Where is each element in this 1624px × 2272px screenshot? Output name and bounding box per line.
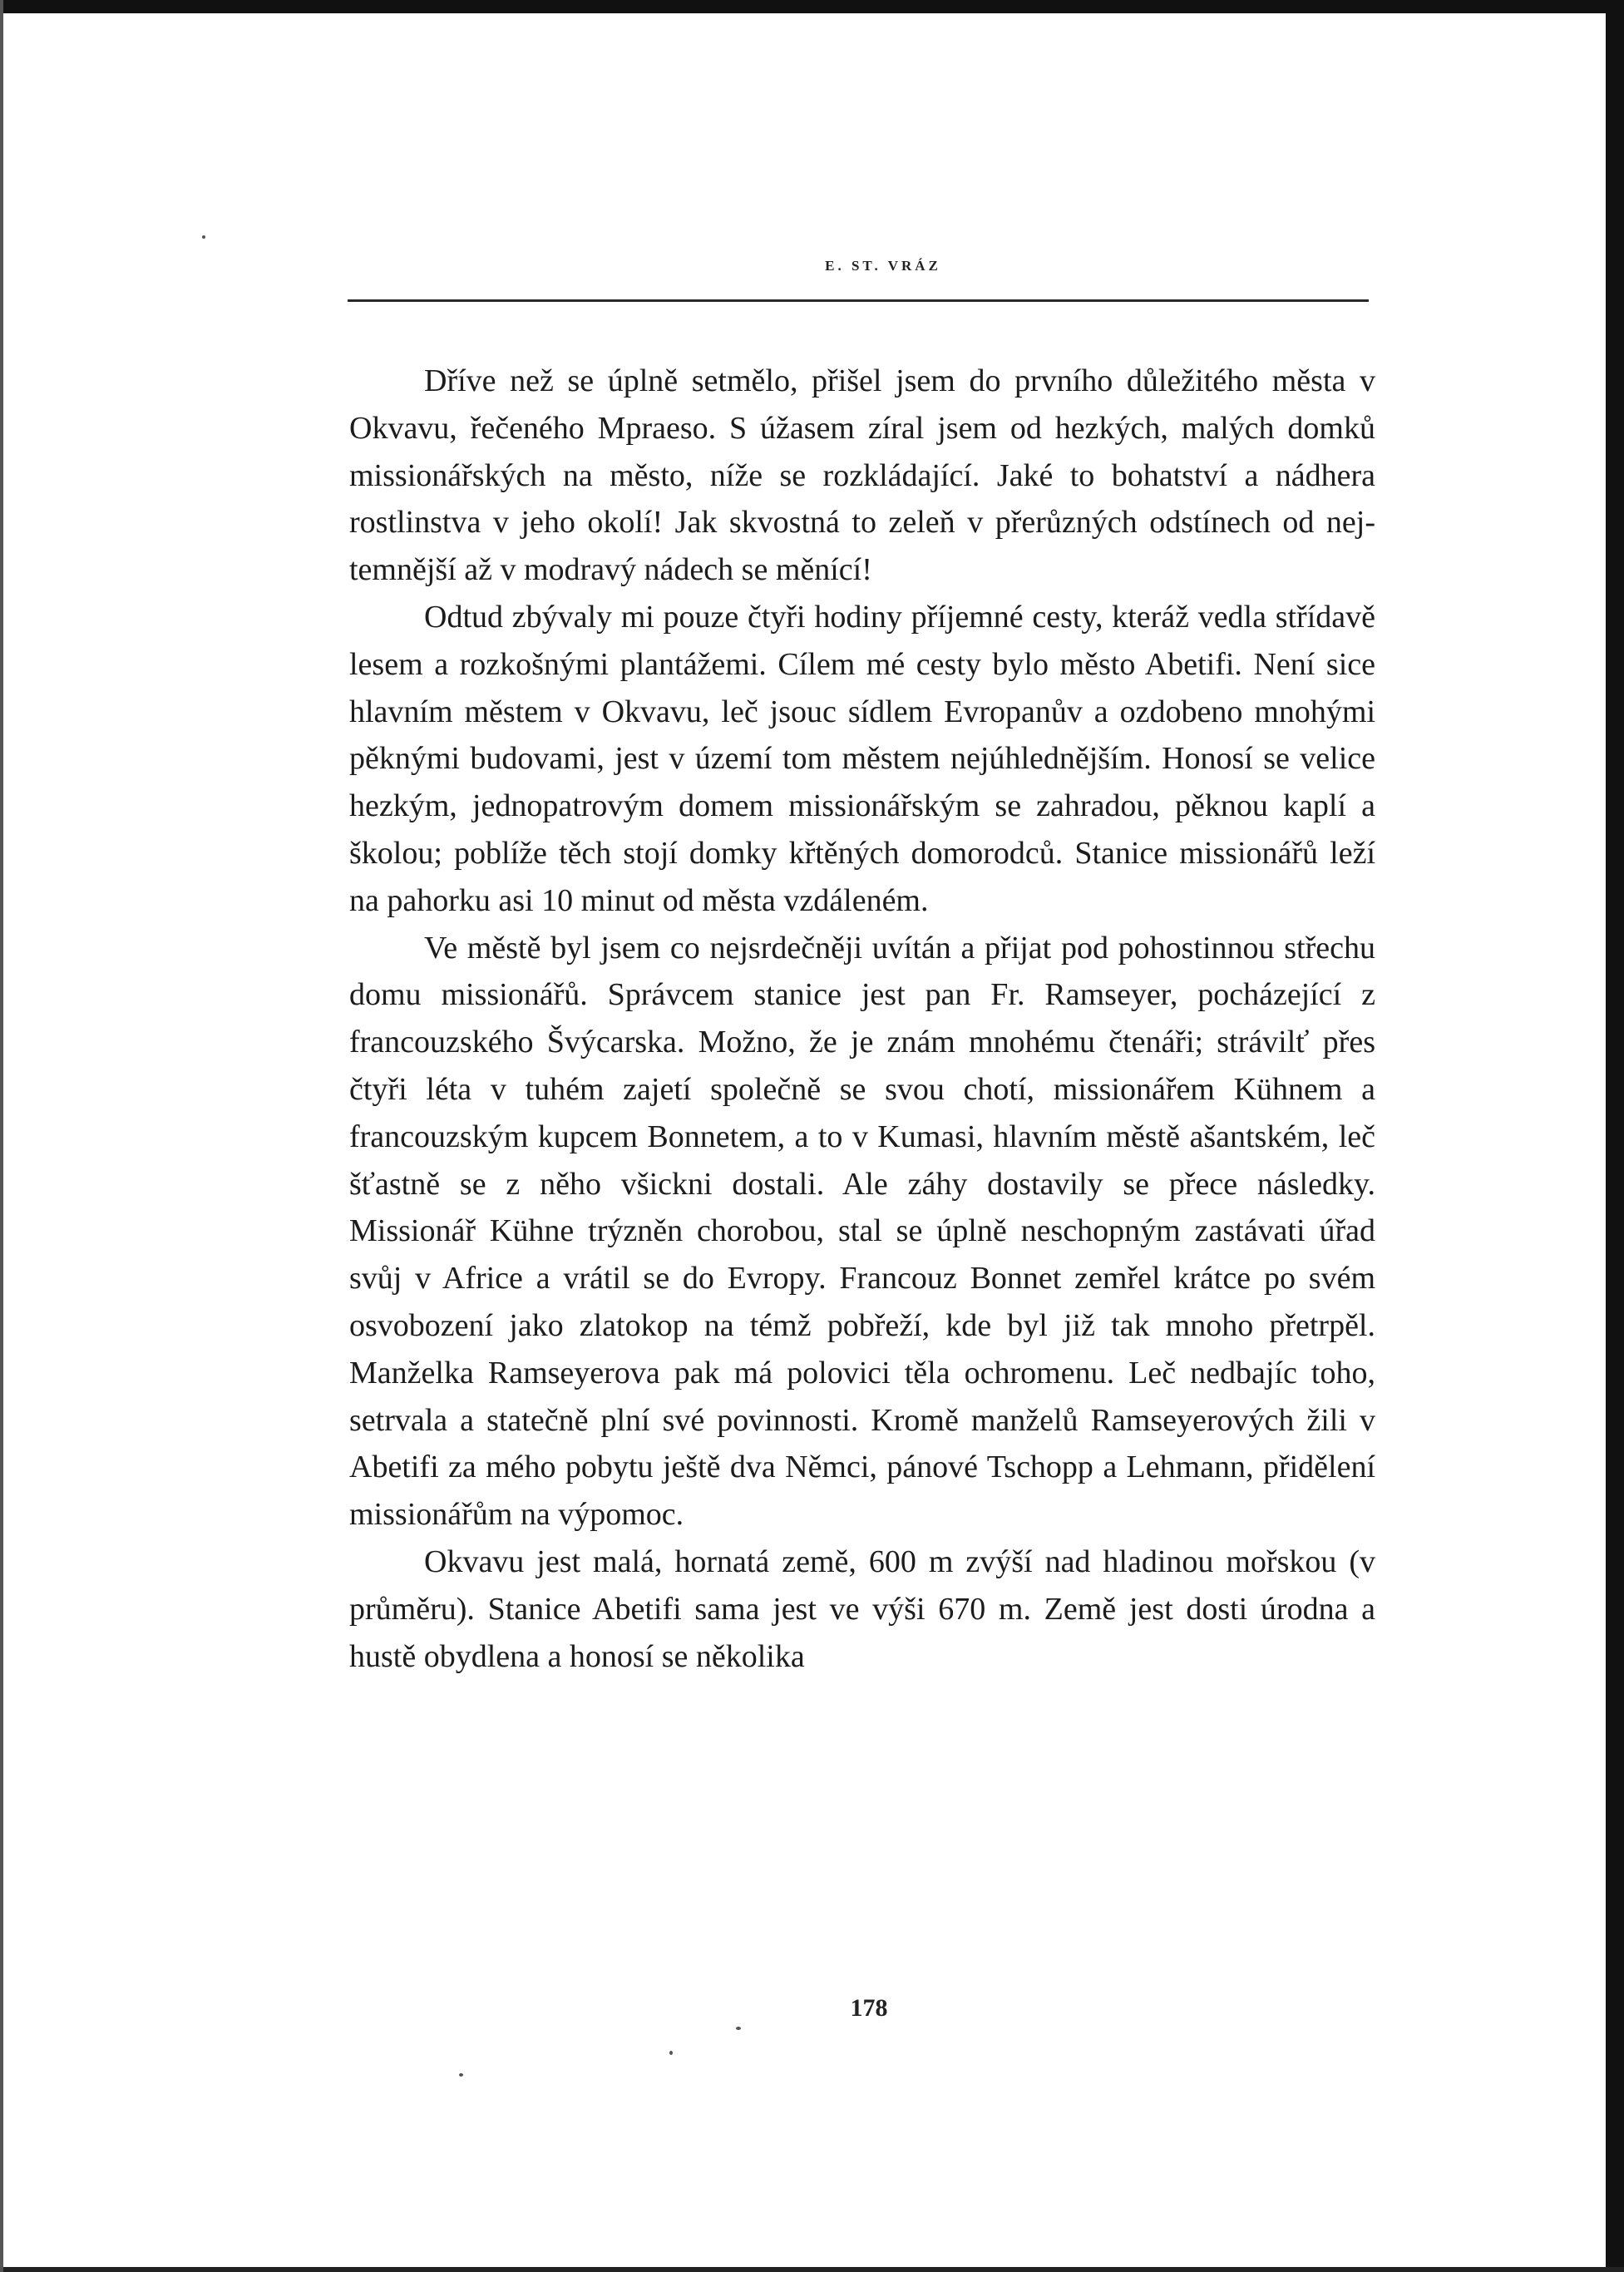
scan-speck xyxy=(736,2027,741,2030)
scan-speck xyxy=(202,235,205,239)
scan-border-bottom xyxy=(0,2267,1624,2272)
scan-border-right xyxy=(1606,0,1624,2272)
paragraph: Dříve než se úplně setmělo, přišel jsem do prvního důležitého města v Okvavu, řečeného Mpraeso. S úžasem zíral jsem od hezkých, malých domků missionářských na město, níže se rozkládající. Jaké to bohatství a nádhera rostlinstva v jeho okolí! Jak skvostná to zeleň v přerůzných odstínech od nejtemnější až v modravý nádech se měnící! xyxy=(349,363,1375,588)
paragraph: Odtud zbývaly mi pouze čtyři hodiny příjemné cesty, kteráž vedla střídavě lesem a rozkošnými plantážemi. Cílem mé cesty bylo město Abetifi. Není sice hlavním městem v Okvavu, leč jsouc sídlem Evropanův a ozdobeno mnohými pěknými budovami, jest v území tom městem nejúhlednějším. Honosí se velice hezkým, jednopatrovým domem missionářským se zahradou, pěknou kaplí a školou; poblíže těch stojí domky křtěných domorodců. Stanice missionářů leží na pahorku asi 10 minut od města vzdáleném. xyxy=(349,599,1375,918)
scan-border-top xyxy=(0,0,1624,13)
running-head: E. ST. VRÁZ xyxy=(825,258,941,274)
scan-speck xyxy=(459,2073,463,2077)
body-text xyxy=(349,358,1375,1680)
paragraph: Okvavu jest malá, hornatá země, 600 m zvýší nad hladinou mořskou (v průměru). Stanice Abetifi sama jest ve výši 670 m. Země jest dosti úrodna a hustě obydlena a honosí se několika xyxy=(349,1543,1375,1674)
scan-border-left xyxy=(0,0,3,2272)
page-header xyxy=(348,258,1369,302)
page-number: 178 xyxy=(850,1994,888,2022)
paragraph: Ve městě byl jsem co nejsrdečněji uvítán a přijat pod pohostinnou střechu domu missionářů. Správcem stanice jest pan Fr. Ramseyer, pocházející z francouzského Švýcarska. Možno, že je znám mnohému čtenáři; strávilť přes čtyři léta v tuhém zajetí společně se svou chotí, missionářem Kühnem a francouzským kupcem Bonnetem, a to v Kumasi, hlavním městě ašantském, leč šťastně se z něho všickni dostali. Ale záhy dostavily se přece následky. Missionář Kühne trýzněn chorobou, stal se úplně neschopným zastávati úřad svůj v Africe a vrátil se do Evropy. Francouz Bonnet zemřel krátce po svém osvobození jako zlatokop na témž pobřeží, kde byl již tak mnoho přetrpěl. Manželka Ramseyerova pak má polovici těla ochromenu. Leč nedbajíc toho, setrvala a statečně plní své povinnosti. Kromě manželů Ramseyerových žili v Abetifi za mého pobytu ještě dva Němci, pánové Tschopp a Lehmann, přidělení missionářům na výpomoc. xyxy=(349,930,1375,1533)
scan-speck xyxy=(669,2051,673,2055)
